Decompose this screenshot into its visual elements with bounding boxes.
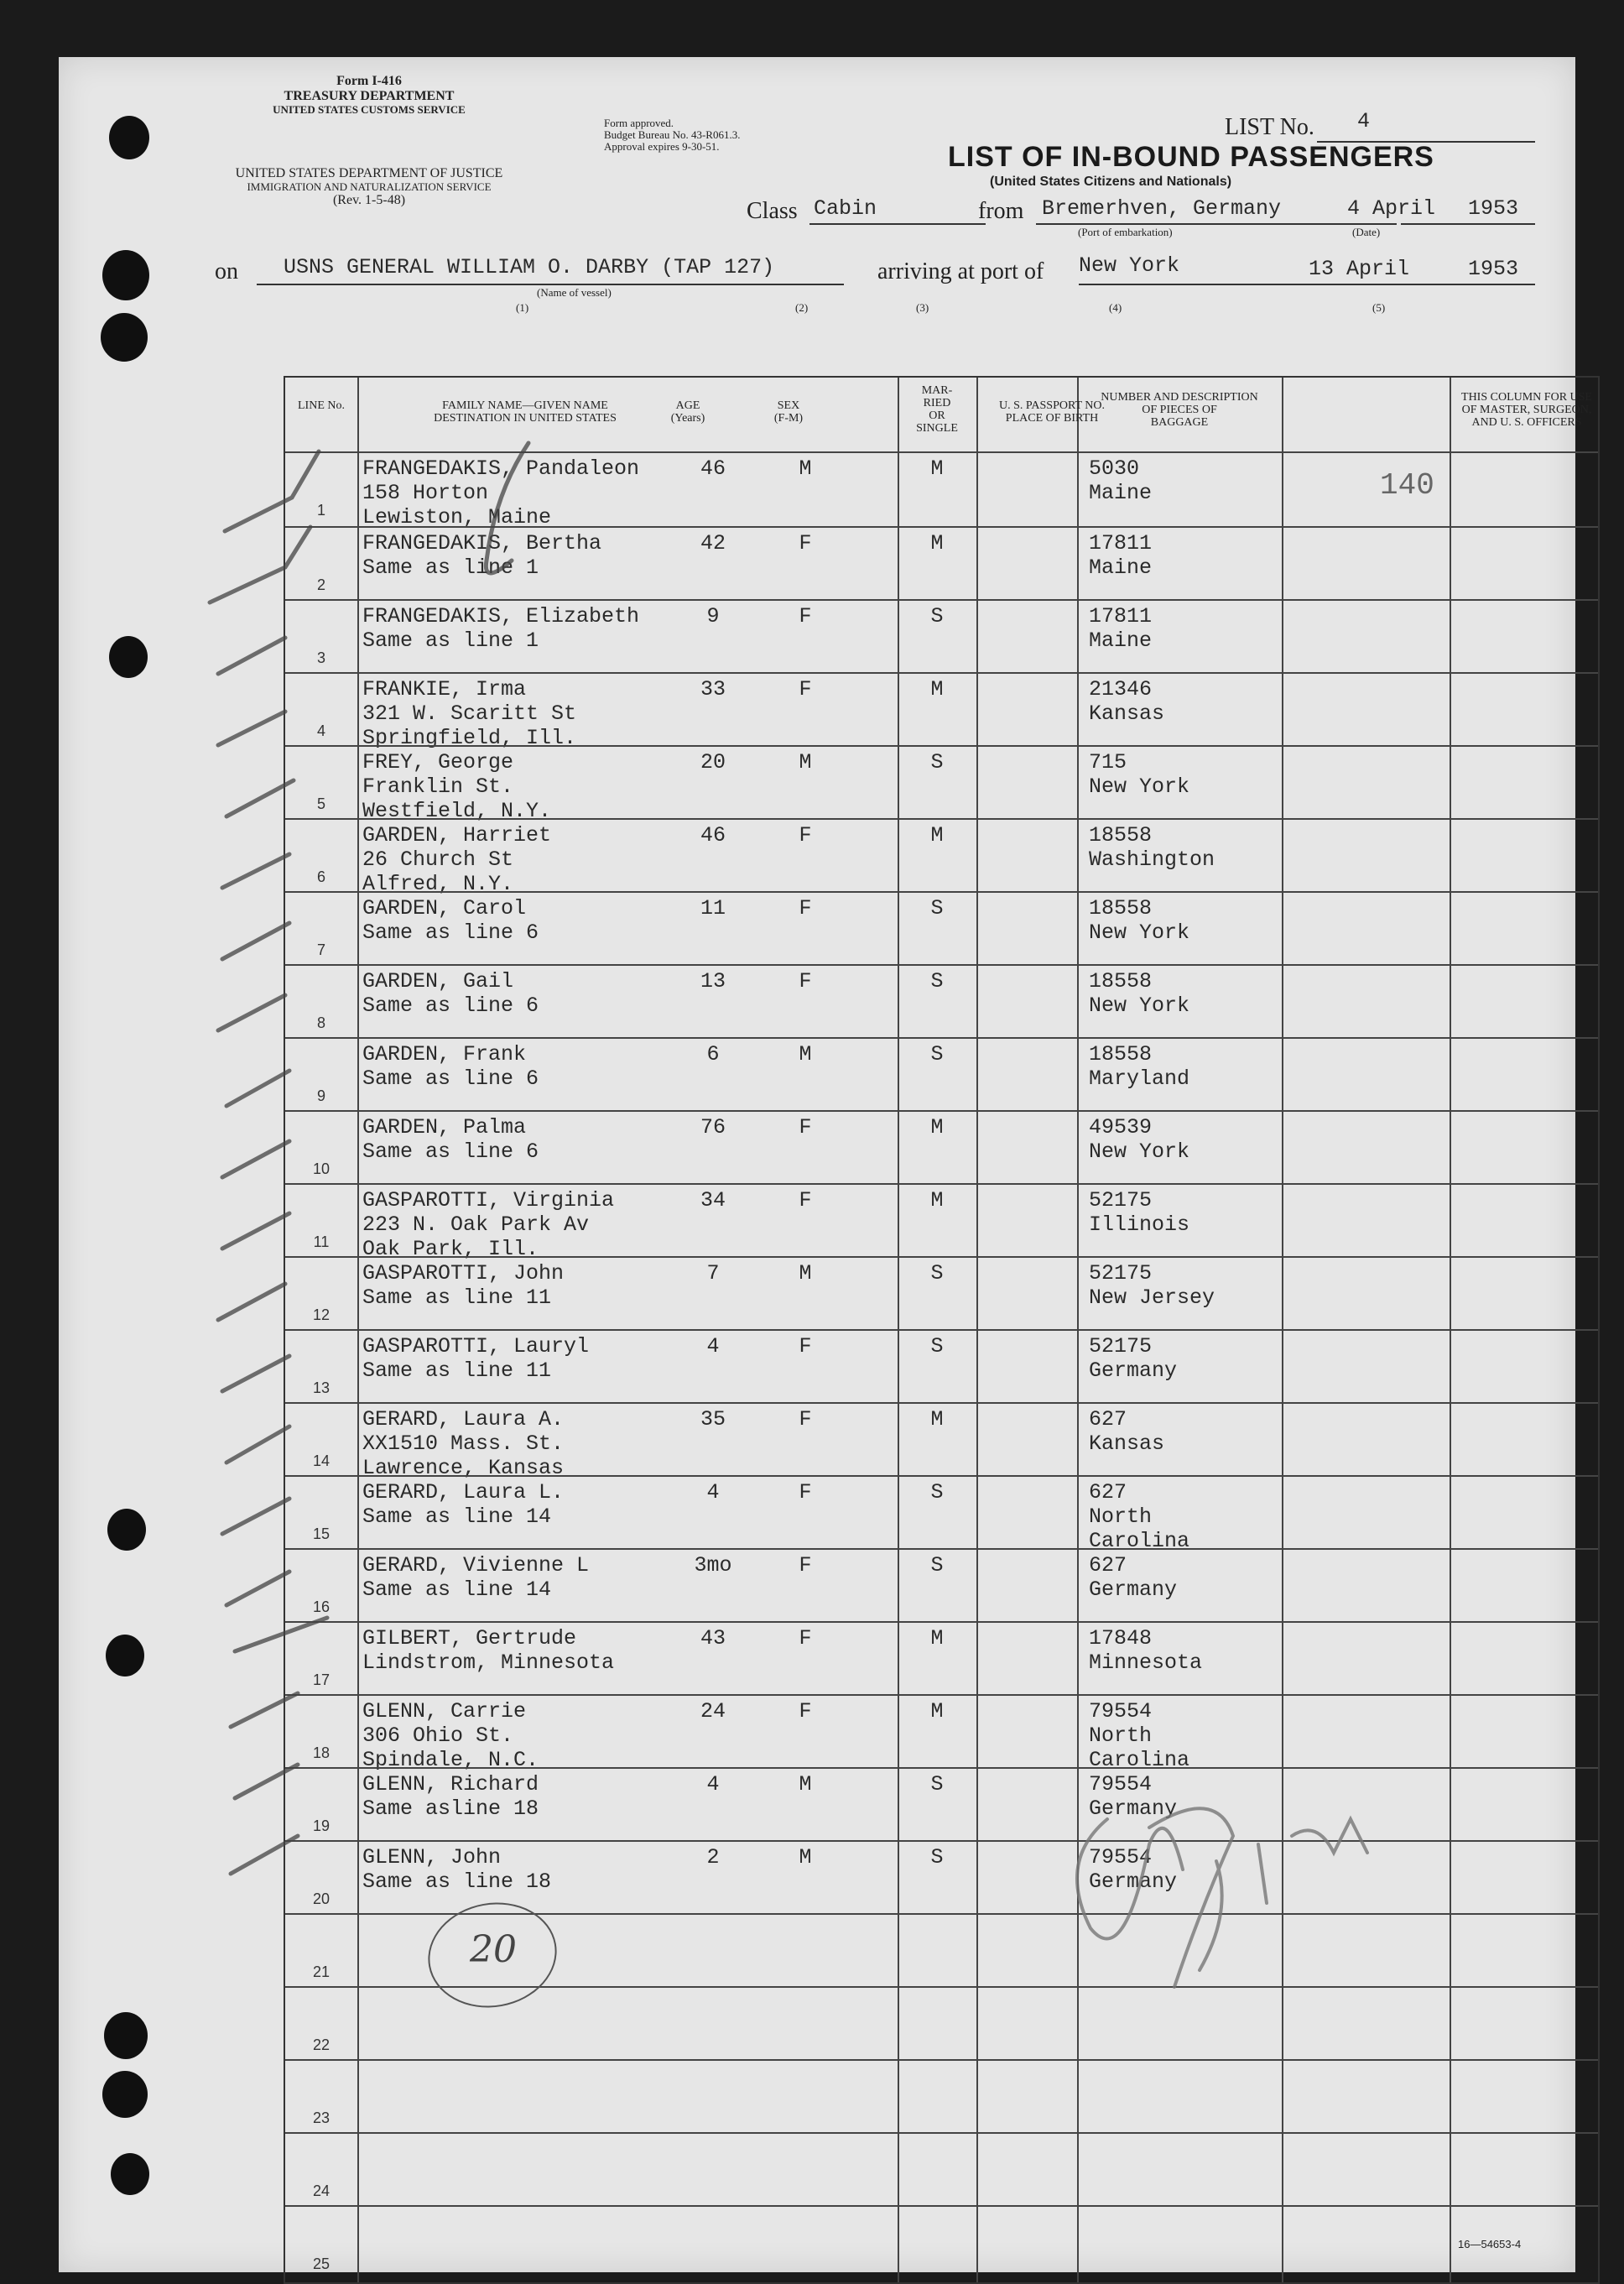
line-number: 2 <box>316 576 325 593</box>
table-row <box>285 1767 1598 1842</box>
from-label: from <box>978 198 1024 224</box>
table-row <box>285 1621 1598 1696</box>
table-row <box>285 964 1598 1039</box>
passenger-age: 3mo <box>694 1553 732 1577</box>
table-row <box>285 1037 1598 1112</box>
passenger-married-single: S <box>930 1772 944 1796</box>
justice-block <box>201 166 537 208</box>
justice-dept: UNITED STATES DEPARTMENT OF JUSTICE <box>235 166 503 180</box>
passport-and-birthplace: 715 New York <box>1089 750 1190 799</box>
passenger-sex: F <box>799 1626 812 1650</box>
passenger-married-single: M <box>930 823 944 847</box>
passenger-sex: F <box>799 1553 812 1577</box>
passenger-sex: F <box>799 896 812 920</box>
passenger-sex: M <box>799 1772 812 1796</box>
passport-and-birthplace: 52175 Germany <box>1089 1334 1178 1383</box>
passenger-name-destination: GARDEN, Harriet 26 Church St Alfred, N.Y. <box>362 823 552 896</box>
line-number: 14 <box>312 1452 331 1469</box>
approval-line: Budget Bureau No. 43-R061.3. <box>604 128 741 141</box>
passenger-name-destination: FREY, George Franklin St. Westfield, N.Y. <box>362 750 552 823</box>
header-officers: THIS COLUMN FOR USE OF MASTER, SURGEON, AND U. S. OFFICERS <box>1461 391 1592 429</box>
passenger-married-single: M <box>930 1699 944 1723</box>
footer-code: 16—54653-4 <box>1458 2238 1522 2250</box>
passenger-age: 4 <box>706 1480 720 1504</box>
passenger-name-destination: GARDEN, Carol Same as line 6 <box>362 896 539 945</box>
binder-hole <box>109 116 149 159</box>
vessel-underline <box>257 284 844 285</box>
header-married: MAR- RIED OR SINGLE <box>916 384 958 435</box>
vessel-name: USNS GENERAL WILLIAM O. DARBY (TAP 127) <box>284 255 775 279</box>
passenger-married-single: S <box>930 969 944 993</box>
passenger-rows <box>285 453 1598 2282</box>
from-value: Bremerhven, Germany <box>1042 196 1282 221</box>
class-label: Class <box>747 198 798 224</box>
table-row <box>285 891 1598 966</box>
customs-service: UNITED STATES CUSTOMS SERVICE <box>273 103 466 116</box>
passenger-name-destination: FRANGEDAKIS, Elizabeth Same as line 1 <box>362 604 640 653</box>
page-subtitle: (United States Citizens and Nationals) <box>990 175 1232 189</box>
passport-and-birthplace: 5030 Maine <box>1089 456 1153 505</box>
passenger-married-single: S <box>930 604 944 628</box>
passenger-sex: F <box>799 1115 812 1139</box>
line-number: 3 <box>316 649 325 666</box>
passenger-sex: F <box>799 531 812 555</box>
handwritten-count: 20 <box>470 1928 517 1971</box>
passenger-sex: F <box>799 1334 812 1358</box>
approval-line: Form approved. <box>604 117 674 129</box>
passenger-age: 46 <box>700 823 726 847</box>
table-row <box>285 1402 1598 1480</box>
line-number: 20 <box>312 1890 331 1907</box>
passport-and-birthplace: 21346 Kansas <box>1089 677 1165 726</box>
page-title: LIST OF IN-BOUND PASSENGERS <box>948 141 1434 173</box>
col-number: (5) <box>1372 301 1386 314</box>
passenger-name-destination: GASPAROTTI, Lauryl Same as line 11 <box>362 1334 590 1383</box>
col-number: (4) <box>1109 301 1122 314</box>
passenger-name-destination: GERARD, Laura L. Same as line 14 <box>362 1480 565 1529</box>
table-row <box>285 818 1598 896</box>
line-number: 8 <box>316 1014 325 1031</box>
on-label: on <box>215 258 238 284</box>
passenger-name-destination: GERARD, Laura A. XX1510 Mass. St. Lawrence, Kansas <box>362 1407 565 1480</box>
line-number: 23 <box>312 2109 331 2126</box>
line-number: 12 <box>312 1306 331 1323</box>
table-row <box>285 672 1598 750</box>
line-number: 17 <box>312 1671 331 1688</box>
date-underline <box>1401 223 1535 225</box>
line-number: 19 <box>312 1817 331 1834</box>
arrival-date: 13 April <box>1309 257 1410 281</box>
passenger-age: 2 <box>706 1845 720 1869</box>
passenger-married-single: S <box>930 750 944 774</box>
passenger-married-single: M <box>930 456 944 481</box>
passenger-age: 4 <box>706 1772 720 1796</box>
binder-hole <box>111 2153 149 2195</box>
passenger-married-single: S <box>930 1480 944 1504</box>
passenger-married-single: S <box>930 1553 944 1577</box>
passenger-age: 7 <box>706 1261 720 1285</box>
class-value: Cabin <box>814 196 877 221</box>
table-row <box>285 2205 1598 2280</box>
passport-and-birthplace: 627 Kansas <box>1089 1407 1165 1456</box>
passenger-name-destination: FRANGEDAKIS, Bertha Same as line 1 <box>362 531 602 580</box>
line-number: 16 <box>312 1598 331 1615</box>
line-number: 25 <box>312 2255 331 2272</box>
passenger-age: 33 <box>700 677 726 701</box>
table-row <box>285 526 1598 601</box>
passenger-married-single: S <box>930 1261 944 1285</box>
manifest-page <box>59 57 1592 2272</box>
departure-date: 4 April <box>1347 196 1436 221</box>
header-passport: U. S. PASSPORT NO. PLACE OF BIRTH <box>999 399 1105 425</box>
line-number: 1 <box>316 502 325 519</box>
binder-hole <box>107 1509 146 1551</box>
passport-and-birthplace: 627 North Carolina <box>1089 1480 1190 1553</box>
departure-year: 1953 <box>1468 196 1519 221</box>
passenger-name-destination: GASPAROTTI, Virginia 223 N. Oak Park Av Oak Park, Ill. <box>362 1188 615 1261</box>
class-underline <box>809 223 986 225</box>
col-number: (3) <box>916 301 929 314</box>
line-number: 7 <box>316 941 325 958</box>
approval-line: Approval expires 9-30-51. <box>604 140 720 153</box>
approval-block <box>604 117 740 153</box>
form-number: Form I-416 <box>336 74 402 88</box>
passenger-sex: F <box>799 677 812 701</box>
passport-and-birthplace: 17811 Maine <box>1089 604 1153 653</box>
passport-and-birthplace: 18558 New York <box>1089 896 1190 945</box>
passenger-age: 46 <box>700 456 726 481</box>
table-row <box>285 1694 1598 1772</box>
binder-hole <box>109 636 148 678</box>
passport-and-birthplace: 52175 New Jersey <box>1089 1261 1215 1310</box>
passenger-age: 9 <box>706 604 720 628</box>
header-line-no: LINE No. <box>298 399 345 412</box>
ins-service: IMMIGRATION AND NATURALIZATION SERVICE <box>247 180 492 193</box>
passport-and-birthplace: 627 Germany <box>1089 1553 1178 1602</box>
line-number: 18 <box>312 1744 331 1761</box>
passenger-name-destination: GLENN, Richard Same asline 18 <box>362 1772 539 1821</box>
passenger-name-destination: GARDEN, Palma Same as line 6 <box>362 1115 539 1164</box>
passenger-age: 43 <box>700 1626 726 1650</box>
line-number: 9 <box>316 1087 325 1104</box>
header-baggage: NUMBER AND DESCRIPTION OF PIECES OF BAGGAGE <box>1101 391 1258 429</box>
passenger-sex: M <box>799 1261 812 1285</box>
passenger-name-destination: GARDEN, Frank Same as line 6 <box>362 1042 539 1091</box>
passenger-age: 35 <box>700 1407 726 1431</box>
passenger-age: 4 <box>706 1334 720 1358</box>
passenger-sex: F <box>799 1407 812 1431</box>
officer-stamp-number: 140 <box>1380 468 1434 503</box>
passenger-sex: F <box>799 604 812 628</box>
list-no-label: LIST No. <box>1225 114 1314 140</box>
passenger-sex: M <box>799 750 812 774</box>
binder-hole <box>104 2012 148 2059</box>
passenger-sex: F <box>799 1699 812 1723</box>
header-name: FAMILY NAME—GIVEN NAME DESTINATION IN UNITED STATES <box>434 399 617 425</box>
arrival-port: New York <box>1079 253 1180 278</box>
passenger-name-destination: GILBERT, Gertrude Lindstrom, Minnesota <box>362 1626 615 1675</box>
passport-and-birthplace: 18558 New York <box>1089 969 1190 1018</box>
binder-hole <box>106 1635 144 1676</box>
passport-and-birthplace: 79554 Germany <box>1089 1845 1178 1894</box>
table-row <box>285 1475 1598 1553</box>
line-number: 24 <box>312 2182 331 2199</box>
passenger-age: 20 <box>700 750 726 774</box>
table-row <box>285 1329 1598 1404</box>
passenger-sex: F <box>799 969 812 993</box>
passenger-name-destination: GASPAROTTI, John Same as line 11 <box>362 1261 565 1310</box>
passenger-name-destination: FRANGEDAKIS, Pandaleon 158 Horton Lewiston, Maine <box>362 456 640 529</box>
treasury-dept: TREASURY DEPARTMENT <box>284 89 455 103</box>
table-row <box>285 2132 1598 2207</box>
revision: (Rev. 1-5-48) <box>332 193 406 207</box>
passport-and-birthplace: 49539 New York <box>1089 1115 1190 1164</box>
passport-and-birthplace: 18558 Washington <box>1089 823 1215 872</box>
line-number: 11 <box>313 1233 330 1250</box>
header-sex: SEX (F-M) <box>773 399 804 425</box>
passenger-married-single: S <box>930 896 944 920</box>
passenger-sex: M <box>799 1845 812 1869</box>
passport-and-birthplace: 79554 North Carolina <box>1089 1699 1190 1772</box>
passport-and-birthplace: 52175 Illinois <box>1089 1188 1190 1237</box>
passenger-married-single: M <box>930 1115 944 1139</box>
from-underline <box>1036 223 1397 225</box>
passenger-name-destination: GLENN, Carrie 306 Ohio St. Spindale, N.C. <box>362 1699 539 1772</box>
table-row <box>285 1548 1598 1623</box>
line-number: 15 <box>312 1525 331 1542</box>
passenger-name-destination: GARDEN, Gail Same as line 6 <box>362 969 539 1018</box>
table-row <box>285 1183 1598 1261</box>
col-number: (2) <box>795 301 809 314</box>
passport-and-birthplace: 18558 Maryland <box>1089 1042 1190 1091</box>
header-age: AGE (Years) <box>670 399 705 425</box>
passenger-married-single: M <box>930 1188 944 1212</box>
port-underline <box>1079 284 1330 285</box>
arriving-label: arriving at port of <box>877 258 1044 284</box>
passenger-married-single: M <box>930 1407 944 1431</box>
list-no-value: 4 <box>1357 109 1371 133</box>
binder-hole <box>101 313 148 362</box>
passport-and-birthplace: 17848 Minnesota <box>1089 1626 1203 1675</box>
passenger-sex: M <box>799 1042 812 1066</box>
table-row <box>285 2059 1598 2134</box>
table-row <box>285 1256 1598 1331</box>
passenger-married-single: S <box>930 1334 944 1358</box>
passenger-name-destination: GLENN, John Same as line 18 <box>362 1845 552 1894</box>
from-caption: (Port of embarkation) <box>1078 226 1173 238</box>
passenger-married-single: M <box>930 531 944 555</box>
passenger-age: 76 <box>700 1115 726 1139</box>
passenger-name-destination: GERARD, Vivienne L Same as line 14 <box>362 1553 590 1602</box>
passenger-age: 34 <box>700 1188 726 1212</box>
passenger-married-single: M <box>930 1626 944 1650</box>
binder-hole <box>102 2071 148 2118</box>
passenger-married-single: S <box>930 1042 944 1066</box>
passenger-age: 6 <box>706 1042 720 1066</box>
passport-and-birthplace: 17811 Maine <box>1089 531 1153 580</box>
arrival-year: 1953 <box>1468 257 1519 281</box>
table-row <box>285 599 1598 674</box>
table-row <box>285 1110 1598 1185</box>
line-number: 22 <box>312 2036 331 2053</box>
line-number: 6 <box>316 868 325 885</box>
binder-hole <box>102 250 149 300</box>
passenger-age: 24 <box>700 1699 726 1723</box>
line-number: 13 <box>312 1379 331 1396</box>
passenger-married-single: M <box>930 677 944 701</box>
passport-and-birthplace: 79554 Germany <box>1089 1772 1178 1821</box>
passenger-sex: F <box>799 1480 812 1504</box>
line-number: 4 <box>316 722 325 739</box>
passenger-married-single: S <box>930 1845 944 1869</box>
line-number: 10 <box>312 1160 331 1177</box>
vessel-caption: (Name of vessel) <box>537 286 612 299</box>
passenger-sex: F <box>799 823 812 847</box>
line-number: 5 <box>316 795 325 812</box>
col-number: (1) <box>516 301 529 314</box>
date-caption: (Date) <box>1352 226 1381 238</box>
passenger-age: 42 <box>700 531 726 555</box>
form-identity-block <box>201 74 537 116</box>
arrival-underline <box>1300 284 1535 285</box>
passenger-name-destination: FRANKIE, Irma 321 W. Scaritt St Springfield, Ill. <box>362 677 577 750</box>
line-number: 21 <box>312 1963 331 1980</box>
table-row <box>285 745 1598 823</box>
passenger-sex: M <box>799 456 812 481</box>
passenger-sex: F <box>799 1188 812 1212</box>
passenger-age: 11 <box>700 896 726 920</box>
passenger-age: 13 <box>700 969 726 993</box>
